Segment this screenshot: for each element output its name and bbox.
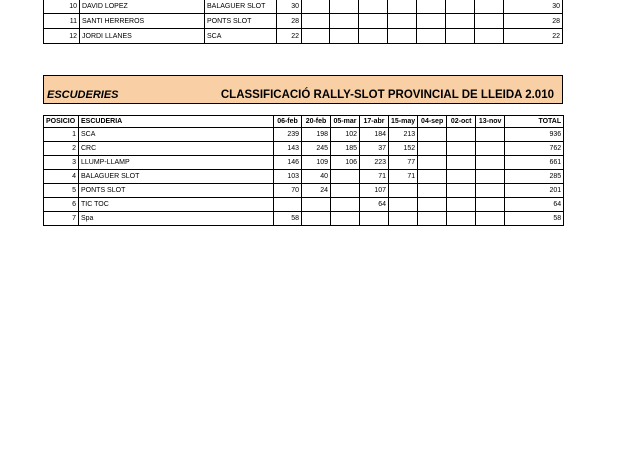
section-banner	[43, 75, 563, 104]
empty-cell	[446, 29, 475, 44]
race-score-cell: 143	[274, 142, 302, 156]
empty-cell	[302, 14, 330, 29]
race-score-cell: 64	[360, 198, 389, 212]
empty-cell	[359, 0, 388, 14]
position-cell: 10	[44, 0, 80, 14]
table-row	[44, 0, 563, 14]
total-cell: 936	[505, 128, 564, 142]
race-score-cell	[447, 156, 476, 170]
race-score-cell: 106	[331, 156, 360, 170]
race-score-cell: 107	[360, 184, 389, 198]
team-name-cell: Spa	[79, 212, 274, 226]
total-cell: 28	[504, 14, 563, 29]
position-cell: 1	[44, 128, 79, 142]
race-score-cell	[447, 198, 476, 212]
column-header: POSICIO	[44, 116, 79, 128]
race-score-cell	[447, 170, 476, 184]
empty-cell	[475, 0, 504, 14]
race-score-cell: 28	[277, 14, 302, 29]
race-score-cell	[476, 212, 505, 226]
drivers-table	[43, 0, 563, 44]
table-row	[44, 29, 563, 44]
position-cell: 11	[44, 14, 80, 29]
total-cell: 58	[505, 212, 564, 226]
total-cell: 762	[505, 142, 564, 156]
empty-cell	[330, 29, 359, 44]
race-score-cell	[476, 184, 505, 198]
race-score-cell	[274, 198, 302, 212]
team-name-cell: BALAGUER SLOT	[79, 170, 274, 184]
position-cell: 5	[44, 184, 79, 198]
driver-name-cell: DAVID LOPEZ	[80, 0, 205, 14]
race-score-cell	[476, 198, 505, 212]
race-score-cell: 103	[274, 170, 302, 184]
table-row	[44, 128, 564, 142]
empty-cell	[417, 14, 446, 29]
race-score-cell: 213	[389, 128, 418, 142]
empty-cell	[388, 14, 417, 29]
page-title: CLASSIFICACIÓ RALLY-SLOT PROVINCIAL DE LLEIDA 2.010	[220, 89, 554, 101]
total-cell: 201	[505, 184, 564, 198]
table-row	[44, 198, 564, 212]
empty-cell	[330, 0, 359, 14]
race-score-cell	[331, 198, 360, 212]
position-cell: 2	[44, 142, 79, 156]
race-score-cell: 223	[360, 156, 389, 170]
column-header: 20-feb	[302, 116, 331, 128]
race-score-cell: 71	[389, 170, 418, 184]
race-score-cell: 30	[277, 0, 302, 14]
empty-cell	[302, 0, 330, 14]
empty-cell	[446, 0, 475, 14]
table-row	[44, 184, 564, 198]
race-score-cell: 185	[331, 142, 360, 156]
table-header-row	[44, 116, 564, 128]
race-score-cell: 152	[389, 142, 418, 156]
race-score-cell	[302, 198, 331, 212]
team-name-cell: PONTS SLOT	[79, 184, 274, 198]
table-row	[44, 142, 564, 156]
total-cell: 661	[505, 156, 564, 170]
empty-cell	[446, 14, 475, 29]
race-score-cell	[389, 184, 418, 198]
race-score-cell	[331, 170, 360, 184]
race-score-cell	[360, 212, 389, 226]
empty-cell	[302, 29, 330, 44]
driver-name-cell: SANTI HERREROS	[80, 14, 205, 29]
race-score-cell	[418, 128, 447, 142]
race-score-cell: 198	[302, 128, 331, 142]
race-score-cell	[476, 128, 505, 142]
race-score-cell	[331, 184, 360, 198]
empty-cell	[417, 0, 446, 14]
table-row	[44, 212, 564, 226]
race-score-cell	[476, 142, 505, 156]
column-header: TOTAL	[505, 116, 564, 128]
team-cell: SCA	[205, 29, 277, 44]
team-name-cell: SCA	[79, 128, 274, 142]
team-cell: BALAGUER SLOT	[205, 0, 277, 14]
position-cell: 6	[44, 198, 79, 212]
column-header: 02-oct	[447, 116, 476, 128]
race-score-cell: 22	[277, 29, 302, 44]
team-name-cell: CRC	[79, 142, 274, 156]
race-score-cell	[418, 184, 447, 198]
race-score-cell	[447, 212, 476, 226]
race-score-cell	[418, 142, 447, 156]
position-cell: 4	[44, 170, 79, 184]
section-label: ESCUDERIES	[47, 89, 119, 101]
race-score-cell	[331, 212, 360, 226]
race-score-cell	[389, 198, 418, 212]
column-header: 17-abr	[360, 116, 389, 128]
column-header: 06-feb	[274, 116, 302, 128]
column-header: 04-sep	[418, 116, 447, 128]
race-score-cell: 102	[331, 128, 360, 142]
driver-name-cell: JORDI LLANES	[80, 29, 205, 44]
empty-cell	[388, 0, 417, 14]
race-score-cell: 24	[302, 184, 331, 198]
empty-cell	[359, 29, 388, 44]
race-score-cell	[418, 212, 447, 226]
team-name-cell: LLUMP-LLAMP	[79, 156, 274, 170]
race-score-cell: 184	[360, 128, 389, 142]
empty-cell	[475, 29, 504, 44]
race-score-cell	[418, 156, 447, 170]
race-score-cell: 40	[302, 170, 331, 184]
race-score-cell	[447, 142, 476, 156]
total-cell: 30	[504, 0, 563, 14]
teams-table	[43, 115, 564, 226]
position-cell: 7	[44, 212, 79, 226]
column-header: 05-mar	[331, 116, 360, 128]
empty-cell	[475, 14, 504, 29]
column-header: 15-may	[389, 116, 418, 128]
race-score-cell: 239	[274, 128, 302, 142]
table-row	[44, 156, 564, 170]
position-cell: 3	[44, 156, 79, 170]
race-score-cell: 71	[360, 170, 389, 184]
race-score-cell: 146	[274, 156, 302, 170]
race-score-cell: 70	[274, 184, 302, 198]
team-cell: PONTS SLOT	[205, 14, 277, 29]
position-cell: 12	[44, 29, 80, 44]
race-score-cell	[418, 198, 447, 212]
race-score-cell	[476, 170, 505, 184]
table-row	[44, 14, 563, 29]
column-header: ESCUDERIA	[79, 116, 274, 128]
race-score-cell: 58	[274, 212, 302, 226]
race-score-cell: 245	[302, 142, 331, 156]
empty-cell	[417, 29, 446, 44]
race-score-cell: 37	[360, 142, 389, 156]
empty-cell	[388, 29, 417, 44]
total-cell: 285	[505, 170, 564, 184]
race-score-cell: 77	[389, 156, 418, 170]
race-score-cell	[476, 156, 505, 170]
race-score-cell	[302, 212, 331, 226]
empty-cell	[359, 14, 388, 29]
team-name-cell: TIC TOC	[79, 198, 274, 212]
table-row	[44, 170, 564, 184]
race-score-cell: 109	[302, 156, 331, 170]
race-score-cell	[418, 170, 447, 184]
race-score-cell	[447, 184, 476, 198]
total-cell: 22	[504, 29, 563, 44]
empty-cell	[330, 14, 359, 29]
total-cell: 64	[505, 198, 564, 212]
race-score-cell	[389, 212, 418, 226]
race-score-cell	[447, 128, 476, 142]
column-header: 13-nov	[476, 116, 505, 128]
